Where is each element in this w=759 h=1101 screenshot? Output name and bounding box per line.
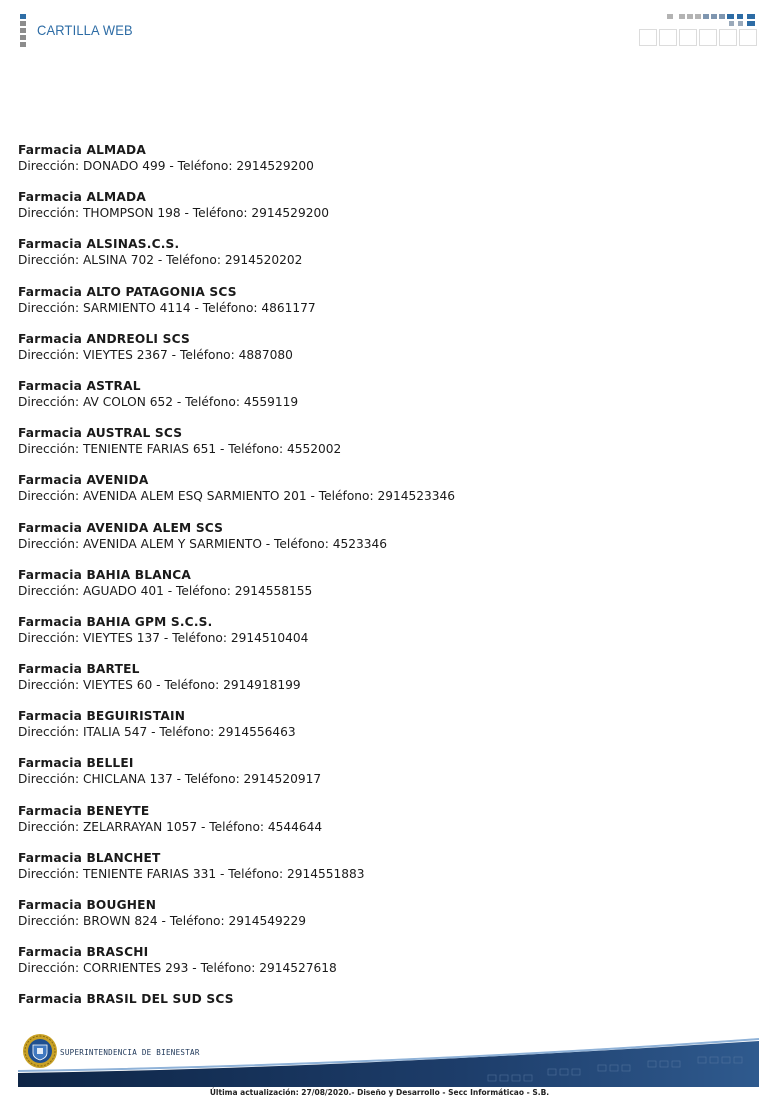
list-item: [18, 378, 738, 425]
pharmacy-name: Farmacia AVENIDA ALEM SCS: [18, 520, 224, 535]
pharmacy-name: Farmacia BAHIA BLANCA: [18, 567, 192, 582]
pharmacy-address: Dirección: VIEYTES 2367 - Teléfono: 4887080: [18, 347, 293, 362]
pharmacy-address: Dirección: AVENIDA ALEM Y SARMIENTO - Teléfono: 4523346: [18, 536, 388, 551]
list-item: [18, 803, 738, 850]
list-item: [18, 708, 738, 755]
pharmacy-name: Farmacia BENEYTE: [18, 803, 150, 818]
pharmacy-address: Dirección: AV COLON 652 - Teléfono: 4559119: [18, 394, 299, 409]
list-item: [18, 897, 738, 944]
pharmacy-name: Farmacia BRASIL DEL SUD SCS: [18, 992, 234, 1007]
list-item: [18, 614, 738, 661]
header-grid-decoration: [637, 12, 759, 48]
pharmacy-name: Farmacia ALTO PATAGONIA SCS: [18, 284, 237, 299]
list-item: [18, 189, 738, 236]
pharmacy-address: Dirección: ALSINA 702 - Teléfono: 2914520202: [18, 253, 303, 268]
header-accent-bar: [20, 14, 26, 47]
list-item: [18, 472, 738, 519]
pharmacy-name: Farmacia BELLEI: [18, 756, 134, 771]
pharmacy-address: Dirección: AVENIDA ALEM ESQ SARMIENTO 201 - Teléfono: 2914523346: [18, 489, 455, 504]
pharmacy-name: Farmacia AVENIDA: [18, 473, 149, 488]
list-item: [18, 755, 738, 802]
pharmacy-address: Dirección: AGUADO 401 - Teléfono: 2914558155: [18, 583, 313, 598]
pharmacy-address: Dirección: VIEYTES 60 - Teléfono: 2914918199: [18, 678, 301, 693]
pharmacy-name: Farmacia BRASCHI: [18, 945, 149, 960]
list-item: [18, 425, 738, 472]
pharmacy-name: Farmacia ALMADA: [18, 190, 146, 205]
footer-update-text: Última actualización: 27/08/2020.- Diseño y Desarrollo - Secc Informáticao - S.B.: [209, 1088, 550, 1097]
list-item: [18, 567, 738, 614]
pharmacy-name: Farmacia ASTRAL: [18, 378, 141, 393]
institution-emblem: [23, 1034, 57, 1068]
list-item: [18, 850, 738, 897]
pharmacy-address: Dirección: DONADO 499 - Teléfono: 2914529200: [18, 159, 314, 173]
pharmacy-name: Farmacia AUSTRAL SCS: [18, 426, 183, 441]
page-title: CARTILLA WEB: [37, 22, 133, 38]
list-item: [18, 520, 738, 567]
pharmacy-address: Dirección: TENIENTE FARIAS 651 - Teléfono: 4552002: [18, 442, 342, 457]
pharmacy-address: Dirección: CHICLANA 137 - Teléfono: 2914520917: [18, 772, 322, 787]
pharmacy-name: Farmacia ANDREOLI SCS: [18, 331, 190, 346]
pharmacy-name: Farmacia ALMADA: [18, 143, 146, 157]
pharmacy-name: Farmacia BAHIA GPM S.C.S.: [18, 614, 213, 629]
pharmacy-name: Farmacia BARTEL: [18, 662, 140, 677]
list-item: [18, 236, 738, 283]
pharmacy-name: Farmacia BLANCHET: [18, 850, 161, 865]
pharmacy-address: Dirección: CORRIENTES 293 - Teléfono: 2914527618: [18, 961, 337, 976]
pharmacy-address: Dirección: TENIENTE FARIAS 331 - Teléfono: 2914551883: [18, 866, 365, 881]
institution-name: SUPERINTENDENCIA DE BIENESTAR: [60, 1048, 200, 1057]
pharmacy-name: Farmacia BOUGHEN: [18, 898, 157, 912]
pharmacy-address: Dirección: BROWN 824 - Teléfono: 2914549229: [18, 914, 307, 928]
pharmacy-name: Farmacia BEGUIRISTAIN: [18, 709, 186, 724]
list-item: [18, 284, 738, 331]
list-item: [18, 331, 738, 378]
list-item: [18, 661, 738, 708]
pharmacy-name: Farmacia ALSINAS.C.S.: [18, 237, 180, 252]
pharmacy-address: Dirección: ZELARRAYAN 1057 - Teléfono: 4544644: [18, 819, 323, 834]
list-item: [18, 142, 738, 189]
pharmacy-address: Dirección: VIEYTES 137 - Teléfono: 2914510404: [18, 630, 309, 645]
list-item: [18, 944, 738, 991]
pharmacy-list: [18, 142, 738, 1039]
pharmacy-address: Dirección: SARMIENTO 4114 - Teléfono: 4861177: [18, 300, 316, 315]
pharmacy-address: Dirección: THOMPSON 198 - Teléfono: 2914529200: [18, 206, 329, 221]
pharmacy-address: Dirección: ITALIA 547 - Teléfono: 2914556463: [18, 725, 296, 740]
